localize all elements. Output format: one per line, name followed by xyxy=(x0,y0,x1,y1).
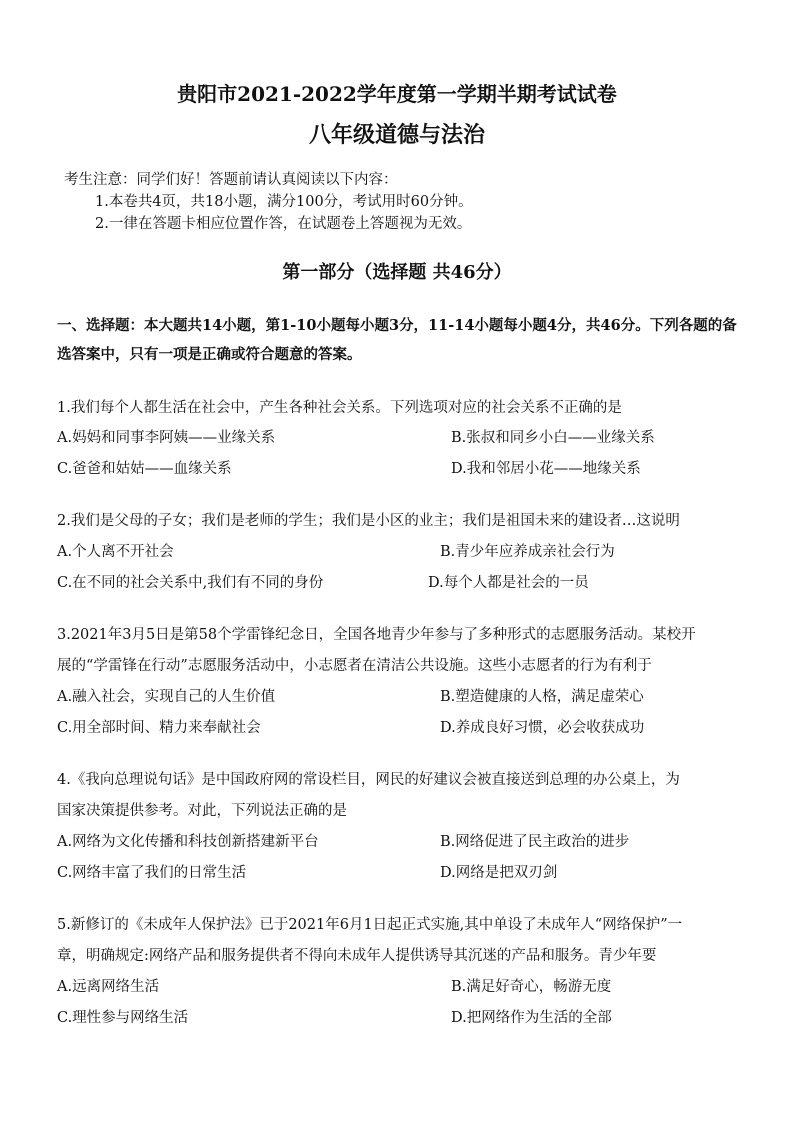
question-1-stem: 1.我们每个人都生活在社会中，产生各种社会关系。下列选项对应的社会关系不正确的是 xyxy=(57,400,622,416)
notice-heading: 考生注意：同学们好！答题前请认真阅读以下内容： xyxy=(64,172,398,188)
question-5-stem-line-2: 章，明确规定:网络产品和服务提供者不得向未成年人提供诱导其沉迷的产品和服务。青少年要 xyxy=(57,948,657,964)
question-5-option-b: B.满足好奇心，畅游无度 xyxy=(451,979,612,995)
question-4-stem-line-1: 4.《我向总理说句话》是中国政府网的常设栏目，网民的好建议会被直接送到总理的办公桌上，为 xyxy=(57,772,680,788)
question-4-option-d: D.网络是把双刃剑 xyxy=(440,865,558,881)
question-2-option-c: C.在不同的社会关系中,我们有不同的身份 xyxy=(57,575,324,591)
question-1-option-c: C.爸爸和姑姑——血缘关系 xyxy=(57,461,232,477)
question-2-option-b: B.青少年应养成亲社会行为 xyxy=(440,544,615,560)
question-3-option-c: C.用全部时间、精力来奉献社会 xyxy=(57,720,261,736)
question-3-stem-line-2: 展的“学雷锋在行动”志愿服务活动中，小志愿者在清洁公共设施。这些小志愿者的行为有利于 xyxy=(57,658,652,674)
question-2-option-a: A.个人离不开社会 xyxy=(57,544,174,560)
question-1-option-b: B.张叔和同乡小白——业缘关系 xyxy=(451,430,655,446)
part1-title: 第一部分（选择题 共46分） xyxy=(282,262,512,283)
notice-item-2: 2.一律在答题卡相应位置作答，在试题卷上答题视为无效。 xyxy=(95,216,472,232)
question-5-option-d: D.把网络作为生活的全部 xyxy=(451,1010,612,1026)
question-4-stem-line-2: 国家决策提供参考。对此，下列说法正确的是 xyxy=(57,803,347,819)
question-3-option-d: D.养成良好习惯，必会收获成功 xyxy=(440,720,645,736)
part1-instruction: 一、选择题：本大题共14小题，第1-10小题每小题3分，11-14小题每小题4分，共46分。下列各题的备选答案中，只有一项是正确或符合题意的答案。 xyxy=(57,317,737,363)
question-4-option-a: A.网络为文化传播和科技创新搭建新平台 xyxy=(57,834,319,850)
question-1-option-a: A.妈妈和同事李阿姨——业缘关系 xyxy=(57,430,276,446)
question-4-option-b: B.网络促进了民主政治的进步 xyxy=(440,834,630,850)
question-1-option-d: D.我和邻居小花——地缘关系 xyxy=(451,461,641,477)
subject-title: 八年级道德与法治 xyxy=(308,122,485,148)
question-5-option-c: C.理性参与网络生活 xyxy=(57,1010,189,1026)
question-2-stem: 2.我们是父母的子女；我们是老师的学生；我们是小区的业主；我们是祖国未来的建设者…这说明 xyxy=(57,513,680,529)
question-4-option-c: C.网络丰富了我们的日常生活 xyxy=(57,865,247,881)
notice-item-1: 1.本卷共4页，共18小题，满分100分，考试用时60分钟。 xyxy=(95,194,473,210)
question-2-option-d: D.每个人都是社会的一员 xyxy=(428,575,589,591)
question-5-option-a: A.远离网络生活 xyxy=(57,979,160,995)
question-3-option-a: A.融入社会，实现自己的人生价值 xyxy=(57,689,276,705)
question-3-stem-line-1: 3.2021年3月5日是第58个学雷锋纪念日，全国各地青少年参与了多种形式的志愿服务活动。某校开 xyxy=(57,627,696,643)
question-5-stem-line-1: 5.新修订的《未成年人保护法》已于2021年6月1日起正式实施,其中单设了未成年人“网络保护”一 xyxy=(57,917,683,933)
exam-title: 贵阳市2021-2022学年度第一学期半期考试试卷 xyxy=(177,82,617,106)
question-3-option-b: B.塑造健康的人格，满足虚荣心 xyxy=(440,689,644,705)
